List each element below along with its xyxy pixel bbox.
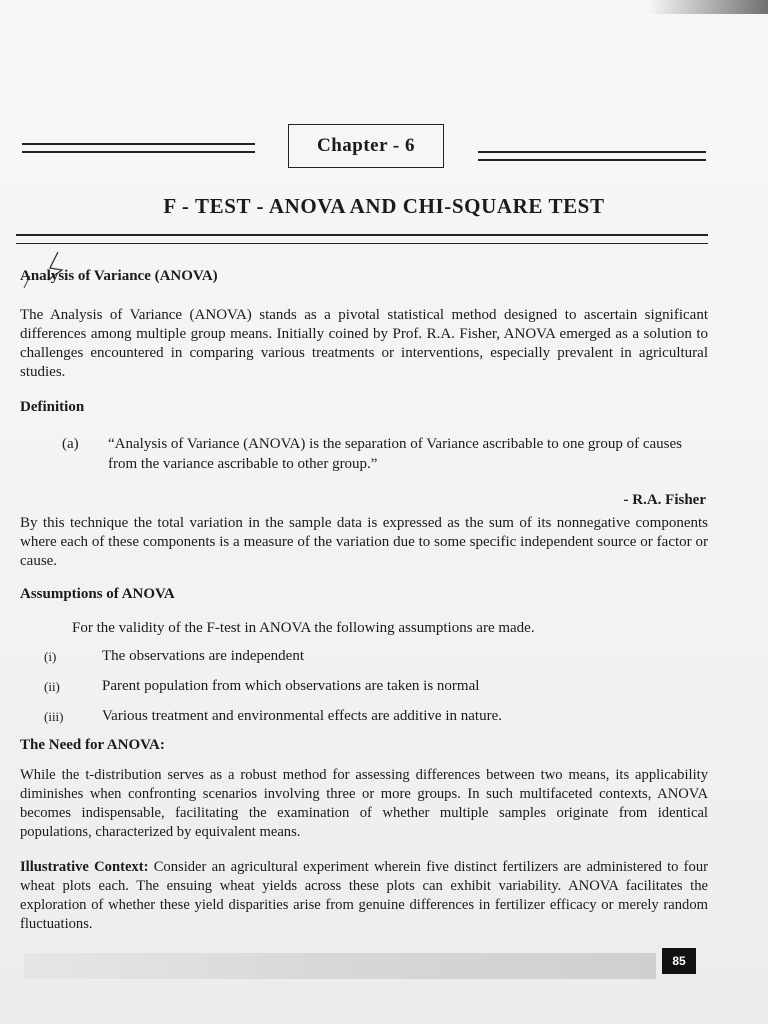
assumption-item [44, 648, 304, 665]
illustrative-paragraph [20, 858, 708, 934]
footer-bar [24, 953, 656, 979]
illustrative-text: Consider an agricultural experiment wherein five distinct fertilizers are administered to four wheat plots each. The ensuing wheat yields across these plots can exhibit variability. ANOVA facilitates the exploration of whether these yield disparities arise from genuine differences in fertilizer efficacy or merely random fluctuations. [20, 859, 708, 932]
assumption-number: (i) [44, 649, 57, 664]
assumption-item [44, 708, 502, 725]
need-paragraph: While the t-distribution serves as a robust method for assessing differences between two means, its applicability diminishes when confronting scenarios involving three or more groups. In such multifaceted contexts, ANOVA becomes indispensable, facilitating the examination of whether multiple samples originate from identical populations, characterized by equivalent means. [20, 767, 708, 840]
assumption-text: Parent population from which observations are taken is normal [102, 678, 480, 694]
section-heading-anova: Analysis of Variance (ANOVA) [20, 268, 218, 284]
definition-attribution: - R.A. Fisher [623, 492, 706, 508]
chapter-title: F - TEST - ANOVA AND CHI-SQUARE TEST [163, 194, 605, 218]
assumption-text: Various treatment and environmental effects are additive in nature. [102, 708, 502, 724]
page-number: 85 [662, 948, 696, 974]
chapter-rule-right [478, 151, 706, 161]
assumptions-heading: Assumptions of ANOVA [20, 586, 175, 602]
definition-heading: Definition [20, 399, 85, 415]
assumption-number: (iii) [44, 709, 64, 724]
assumption-text: The observations are independent [102, 648, 305, 664]
assumptions-intro: For the validity of the F-test in ANOVA the following assumptions are made. [72, 620, 535, 636]
page-corner-shadow [648, 0, 768, 14]
chapter-label: Chapter - 6 [288, 124, 444, 168]
assumption-number: (ii) [44, 679, 60, 694]
definition-item [62, 434, 708, 474]
illustrative-lead: Illustrative Context: [20, 859, 149, 875]
assumption-item [44, 678, 479, 695]
anova-paragraph: The Analysis of Variance (ANOVA) stands as a pivotal statistical method designed to ascertain significant differences among multiple group means. Initially coined by Prof. R.A. Fisher, ANOVA emerged as a solution to challenges encountered in comparing various treatments or interventions, especially prevalent in agricultural studies. [20, 307, 708, 380]
definition-item-number: (a) [62, 436, 79, 452]
chapter-rule-left [22, 143, 255, 153]
need-heading: The Need for ANOVA: [20, 737, 165, 753]
definition-paragraph: By this technique the total variation in the sample data is expressed as the sum of its nonnegative components where each of these components is a measure of the variation due to some specific independent source or factor or cause. [20, 515, 708, 569]
definition-item-text: “Analysis of Variance (ANOVA) is the separation of Variance ascribable to one group of causes from the variance ascribable to other group.” [108, 436, 682, 472]
title-rule [16, 234, 708, 244]
